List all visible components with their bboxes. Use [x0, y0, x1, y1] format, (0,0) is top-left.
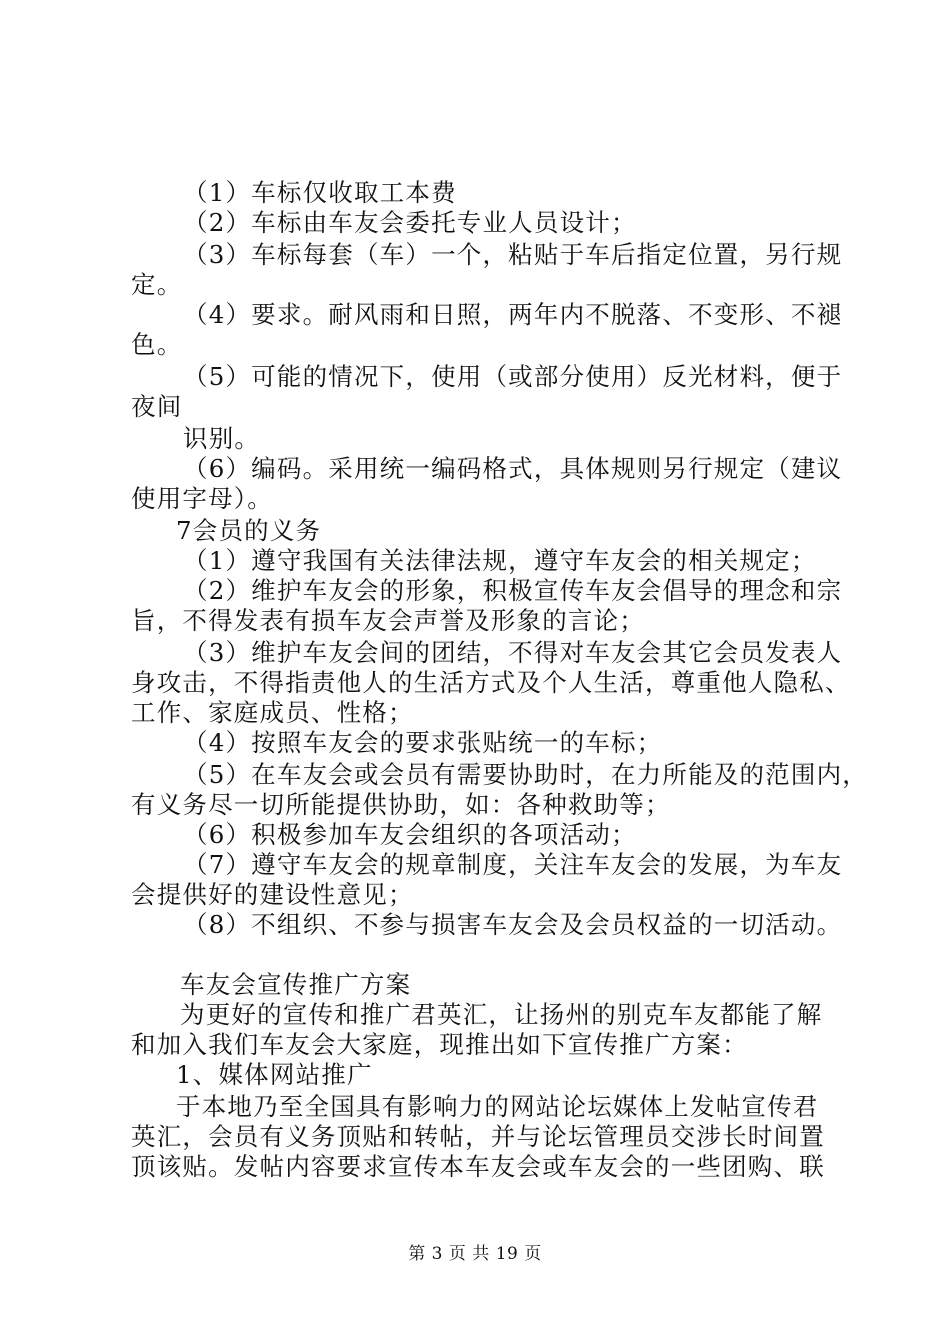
text-line: （3）维护车友会间的团结，不得对车友会其它会员发表人: [183, 638, 843, 667]
text-line: （3）车标每套（车）一个，粘贴于车后指定位置，另行规: [183, 240, 843, 269]
text-line: 使用字母）。: [131, 484, 273, 513]
text-line: （8）不组织、不参与损害车友会及会员权益的一切活动。: [183, 910, 843, 939]
text-line: 英汇，会员有义务顶贴和转帖，并与论坛管理员交涉长时间置: [131, 1122, 825, 1151]
text-line: 7会员的义务: [176, 516, 322, 545]
text-line: （6）积极参加车友会组织的各项活动；: [183, 820, 637, 849]
text-line: （4）要求。耐风雨和日照，两年内不脱落、不变形、不褪: [183, 300, 843, 329]
text-line: 顶该贴。发帖内容要求宣传本车友会或车友会的一些团购、联: [131, 1152, 825, 1181]
text-line: （2）维护车友会的形象，积极宣传车友会倡导的理念和宗: [183, 576, 843, 605]
text-line: （4）按照车友会的要求张贴统一的车标；: [183, 728, 663, 757]
text-line: 色。: [131, 330, 183, 359]
text-line: 身攻击，不得指责他人的生活方式及个人生活，尊重他人隐私、: [131, 668, 851, 697]
text-line: 和加入我们车友会大家庭，现推出如下宣传推广方案：: [131, 1030, 748, 1059]
page-footer: 第 3 页 共 19 页: [408, 1244, 542, 1264]
text-line: 工作、家庭成员、性格；: [131, 698, 414, 727]
text-line: 为更好的宣传和推广君英汇，让扬州的别克车友都能了解: [180, 1000, 823, 1029]
text-line: （1）遵守我国有关法律法规，遵守车友会的相关规定；: [183, 546, 817, 575]
text-line: 夜间: [131, 392, 183, 421]
text-line: 车友会宣传推广方案: [180, 970, 412, 999]
text-line: （6）编码。采用统一编码格式，具体规则另行规定（建议: [183, 454, 843, 483]
text-line: 有义务尽一切所能提供协助，如：各种救助等；: [131, 790, 671, 819]
text-line: 旨，不得发表有损车友会声誉及形象的言论；: [131, 606, 645, 635]
text-line: 识别。: [183, 424, 261, 453]
text-line: 1、媒体网站推广: [176, 1060, 373, 1089]
text-line: （5）可能的情况下，使用（或部分使用）反光材料，便于: [183, 362, 843, 391]
text-line: （7）遵守车友会的规章制度，关注车友会的发展，为车友: [183, 850, 843, 879]
text-line: （5）在车友会或会员有需要协助时，在力所能及的范围内，: [183, 760, 868, 789]
text-line: 于本地乃至全国具有影响力的网站论坛媒体上发帖宣传君: [176, 1092, 819, 1121]
text-line: 定。: [131, 270, 183, 299]
text-line: 会提供好的建设性意见；: [131, 880, 414, 909]
text-line: （2）车标由车友会委托专业人员设计；: [183, 208, 637, 237]
text-line: （1）车标仅收取工本费: [183, 178, 457, 207]
